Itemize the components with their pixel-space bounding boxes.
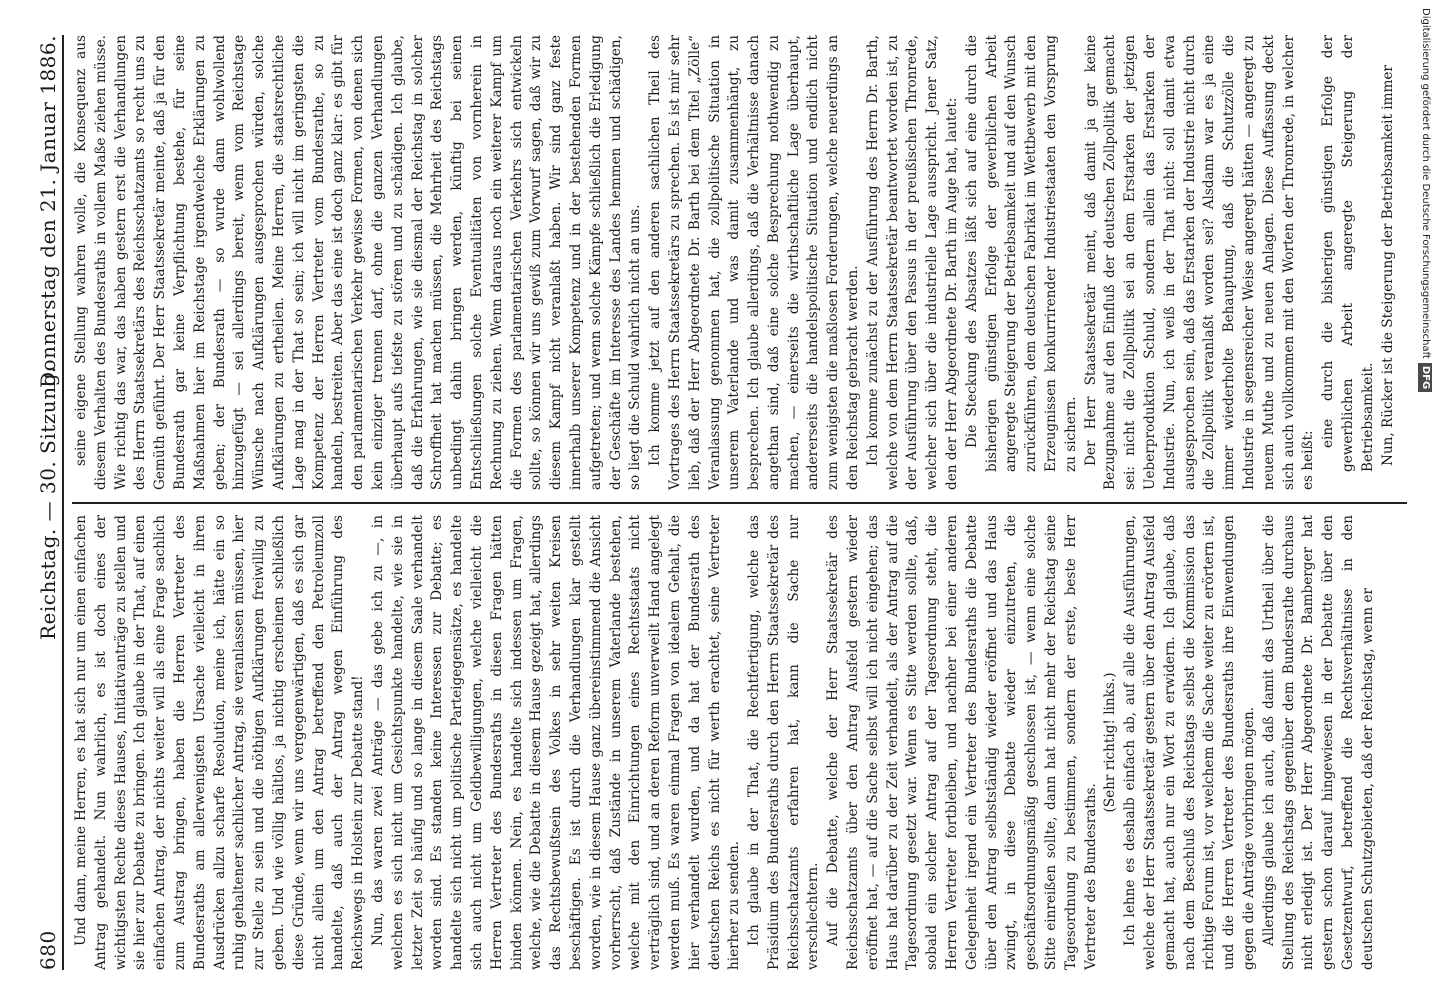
paragraph: Auf die Debatte, welche der Herr Staatssekretär des Reichsschatzamts über den Antrag Ausfeld gestern wieder eröffnet hat, — auf die Sache selbst will ich nicht eingehen; das Haus hat darüber zu der Zeit verhandelt, als der Antrag auf die Tagesordnung gesetzt war. Wenn es Sitte werden sollte, daß, sobald ein solcher Antrag auf der Tagesordnung steht, die Herren Vertreter fortbleiben, und nachher bei einer anderen Gelegenheit irgend ein Vertreter des Bundesraths die Debatte über den Antrag selbstständig wieder eröffnet und das Haus zwingt, in diese Debatte wieder einzutreten, die geschäftsordnungsmäßig geschlossen ist, — wenn eine solche Sitte einreißen sollte, dann hat nicht mehr der Reichstag seine Tagesordnung zu bestimmen, sondern der erste, beste Herr Vertreter des Bundesraths.: [825, 515, 1099, 970]
column-divider: [72, 502, 1407, 504]
paragraph: Ich komme jetzt auf den anderen sachlichen Theil des Vortrages des Herrn Staatssekretärs zu sprechen. Es ist mir sehr lieb, daß der Herr Abgeordnete Dr. Barth bei dem Titel „Zölle“ Veranlassung genommen hat, die zollpolitische Situation in unserem Vaterlande und was damit zusammenhängt, zu besprechen. Ich glaube allerdings, daß die Verhältnisse danach angethan sind, daß eine solche Besprechung nothwendig zu machen, — einerseits die wirthschaftliche Lage überhaupt, andererseits die handelspolitische Situation und endlich nicht zum wenigsten die maßlosen Forderungen, welche neuerdings an den Reichstag gebracht werden.: [647, 35, 862, 490]
paragraph: Nun, Rücker ist die Steigerung der Betriebsamkeit immer: [1379, 65, 1396, 466]
paragraph: Ich glaube in der That, die Rechtfertigung, welche das Präsidium des Bundesraths durch den Herrn Staatssekretär des Reichsschatzamts erfahren hat, kann die Sache nur verschlechtern.: [746, 515, 822, 970]
session-date: Donnerstag den 21. Januar 1886.: [36, 35, 60, 388]
watermark-text: Digitalisierung gefördert durch die Deutsche Forschungsgemeinschaft: [1420, 8, 1431, 359]
dfg-watermark: [1418, 8, 1432, 992]
page-number: 680: [36, 930, 60, 970]
paragraph: Ich lehne es deshalb einfach ab, auf alle die Ausführungen, welche der Herr Staatssekretär gestern über den Antrag Ausfeld gemacht hat, auch nur ein Wort zu erwidern. Ich glaube, daß nach dem Beschluß des Reichstags selbst die Kommission das richtige Forum ist, vor welchem die Sache weiter zu erörtern ist, und die Herren Vertreter des Bundesraths ihre Einwendungen gegen die Anträge vorbringen mögen.: [1122, 515, 1258, 970]
text-column-right: [72, 35, 1407, 490]
paragraph: seine eigene Stellung wahren wolle, die Konsequenz aus diesem Verhalten des Bundesraths in vollem Maße ziehen müsse. Wie richtig das war, das haben gestern erst die Verhandlungen des Herrn Staatssekretärs des Reichsschatzamts so recht uns zu Gemüth geführt. Der Herr Staatssekretär meinte, daß ja für den Bundesrath gar keine Verpflichtung bestehe, für seine Maßnahmen hier im Reichstage irgendwelche Erklärungen zu geben; der Bundesrath — so wurde dann wohlwollend hinzugefügt — sei allerdings bereit, wenn vom Reichstage Wünsche nach Aufklärungen ausgesprochen würden, solche Aufklärungen zu ertheilen. Meine Herren, die staatsrechtliche Lage mag in der That so sein; ich will nicht im geringsten die Kompetenz der Herren Vertreter vom Bundesrathe, so zu handeln, bestreiten. Aber das eine ist doch ganz klar: es gibt für den parlamentarischen Verkehr gewisse Formen, von denen sich kein einziger trennen darf, ohne die ganzen Verhandlungen überhaupt aufs tiefste zu stören und zu schädigen. Ich glaube, daß die Erfahrungen, wie sie diesmal der Reichstag in solcher Schroffheit hat machen müssen, die Mehrheit des Reichstags unbedingt dahin bringen werden, künftig bei seinen Entschließungen solche Eventualitäten von vornherein in Rechnung zu ziehen. Wenn daraus noch ein weiterer Kampf um die Formen des parlamentarischen Verkehrs sich entwickeln sollte, so können wir uns gewiß zum Vorwurf sagen, daß wir zu diesem Kampf nicht veranlaßt haben. Wir sind ganz feste innerhalb unserer Kompetenz und in der bestehenden Formen aufgetreten; und wenn solche Kämpfe schließlich die Erledigung der Geschäfte im Interesse des Landes hemmen und schädigen, so liegt die Schuld wahrlich nicht an uns.: [73, 35, 644, 490]
page-header: [18, 35, 58, 970]
paragraph: Ich komme zunächst zu der Ausführung des Herrn Dr. Barth, welche von dem Herrn Staatssekretär beantwortet worden ist, zu der Ausführung über den Passus in der preußischen Thronrede, welcher sich über die industrielle Lage ausspricht. Jener Satz, den der Herr Abgeordnete Dr. Barth im Auge hat, lautet:: [864, 35, 961, 490]
paragraph: Nun, das waren zwei Anträge — das gebe ich zu —, in welchen es sich nicht um Gesichtspunkte handelte, wie sie in letzter Zeit so häufig und so lange in diesem Saale verhandelt worden sind. Es standen keine Interessen zur Debatte; es handelte sich nicht um politische Parteigegensätze, es handelte sich auch nicht um Geldbewilligungen, welche vielleicht die Herren Vertreter des Bundesraths in diesen Fragen hätten binden können. Nein, es handelte sich indessen um Fragen, welche, wie die Debatte in diesem Hause gezeigt hat, allerdings das Rechtsbewußtsein des Volkes in sehr weiten Kreisen beschäftigen. Es ist durch die Verhandlungen klar gestellt worden, wie in diesem Hause ganz übereinstimmend die Ansicht vorherrscht, daß Zustände in unserem Vaterlande bestehen, welche mit den Einrichtungen eines Rechtsstaats nicht verträglich sind, und an deren Reform unverweilt Hand angelegt werden muß. Es waren einmal Fragen von idealem Gehalt, die hier verhandelt wurden, und da hat der Bundesrath des deutschen Reichs es nicht für werth erachtet, seine Vertreter hierher zu senden.: [369, 515, 743, 970]
paragraph: Allerdings glaube ich auch, daß damit das Urtheil über die Stellung des Reichstags gegenüber dem Bundesrathe durchaus nicht erledigt ist. Der Herr Abgeordnete Dr. Bamberger hat gestern schon darauf hingewiesen in der Debatte über den Gesetzentwurf, betreffend die Rechtsverhältnisse in den deutschen Schutzgebieten, daß der Reichstag, wenn er: [1260, 515, 1376, 970]
paragraph: Und dann, meine Herren, es hat sich nur um einen einfachen Antrag gehandelt. Nun wahrlich, es ist doch eines der wichtigsten Rechte dieses Hauses, Initiativanträge zu stellen und sie hier zur Debatte zu bringen. Ich glaube in der That, auf einen einfachen Antrag, der nichts weiter will als eine Frage sachlich zum Austrag bringen, haben die Herren Vertreter des Bundesraths am allerwenigsten Ursache vielleicht in ihren Ausdrücken allzu scharfe Resolution, meine ich, hätte ein so ruhig gehaltener sachlicher Antrag, sie veranlassen müssen, hier zur Stelle zu sein und die nöthigen Aufklärungen freiwillig zu geben. Und wie völlig hältlos, ja nichtig erscheinen schließlich diese Gründe, wenn wir uns vergegenwärtigen, daß es sich gar nicht allein um den Antrag betreffend den Petroleumzoll handelte, daß auch der Antrag wegen Einführung des Reichswegs in Holstein zur Debatte stand!: [73, 515, 367, 970]
header-rule: [62, 35, 64, 970]
paragraph: eine durch die bisherigen günstigen Erfolge der gewerblichen Arbeit angeregte Steigerung der Betriebsamkeit.: [1320, 35, 1376, 472]
paragraph: (Sehr richtig! links.): [1102, 672, 1119, 813]
dfg-logo: DFG: [1418, 363, 1432, 392]
text-column-left: [72, 515, 1407, 970]
session-title: Reichstag. — 30. Sitzung.: [36, 366, 60, 640]
paragraph: Die Steckung des Absatzes läßt sich auf eine durch die bisherigen günstigen Erfolge der gewerblichen Arbeit angeregte Steigerung der Betriebsamkeit und auf den Wunsch zurückführen, dem deutschen Fabrikat im Wettbewerb mit den Erzeugnissen konkurrirender Industriestaaten den Vorsprung zu sichern.: [963, 35, 1079, 472]
paragraph: Der Herr Staatssekretär meint, daß damit ja gar keine Bezugnahme auf den Einfluß der deutschen Zollpolitik gemacht sei: nicht die Zollpolitik sei an dem Erstarken der jetzigen Ueberproduktion Schuld, sondern allein das Erstarken der Industrie. Nun, ich weiß in der That nicht: soll damit etwa ausgesprochen sein, daß das Erstarken der Industrie nicht durch die Zollpolitik veranlaßt worden sei? Alsdann war es ja eine immer wiederholte Behauptung, daß die Schutzzölle die Industrie in segensreicher Weise angeregt hätten — angeregt zu neuem Muthe und zu neuen Anlagen. Diese Auffassung deckt sich auch vollkommen mit den Worten der Thronrede, in welcher es heißt:: [1082, 35, 1317, 490]
